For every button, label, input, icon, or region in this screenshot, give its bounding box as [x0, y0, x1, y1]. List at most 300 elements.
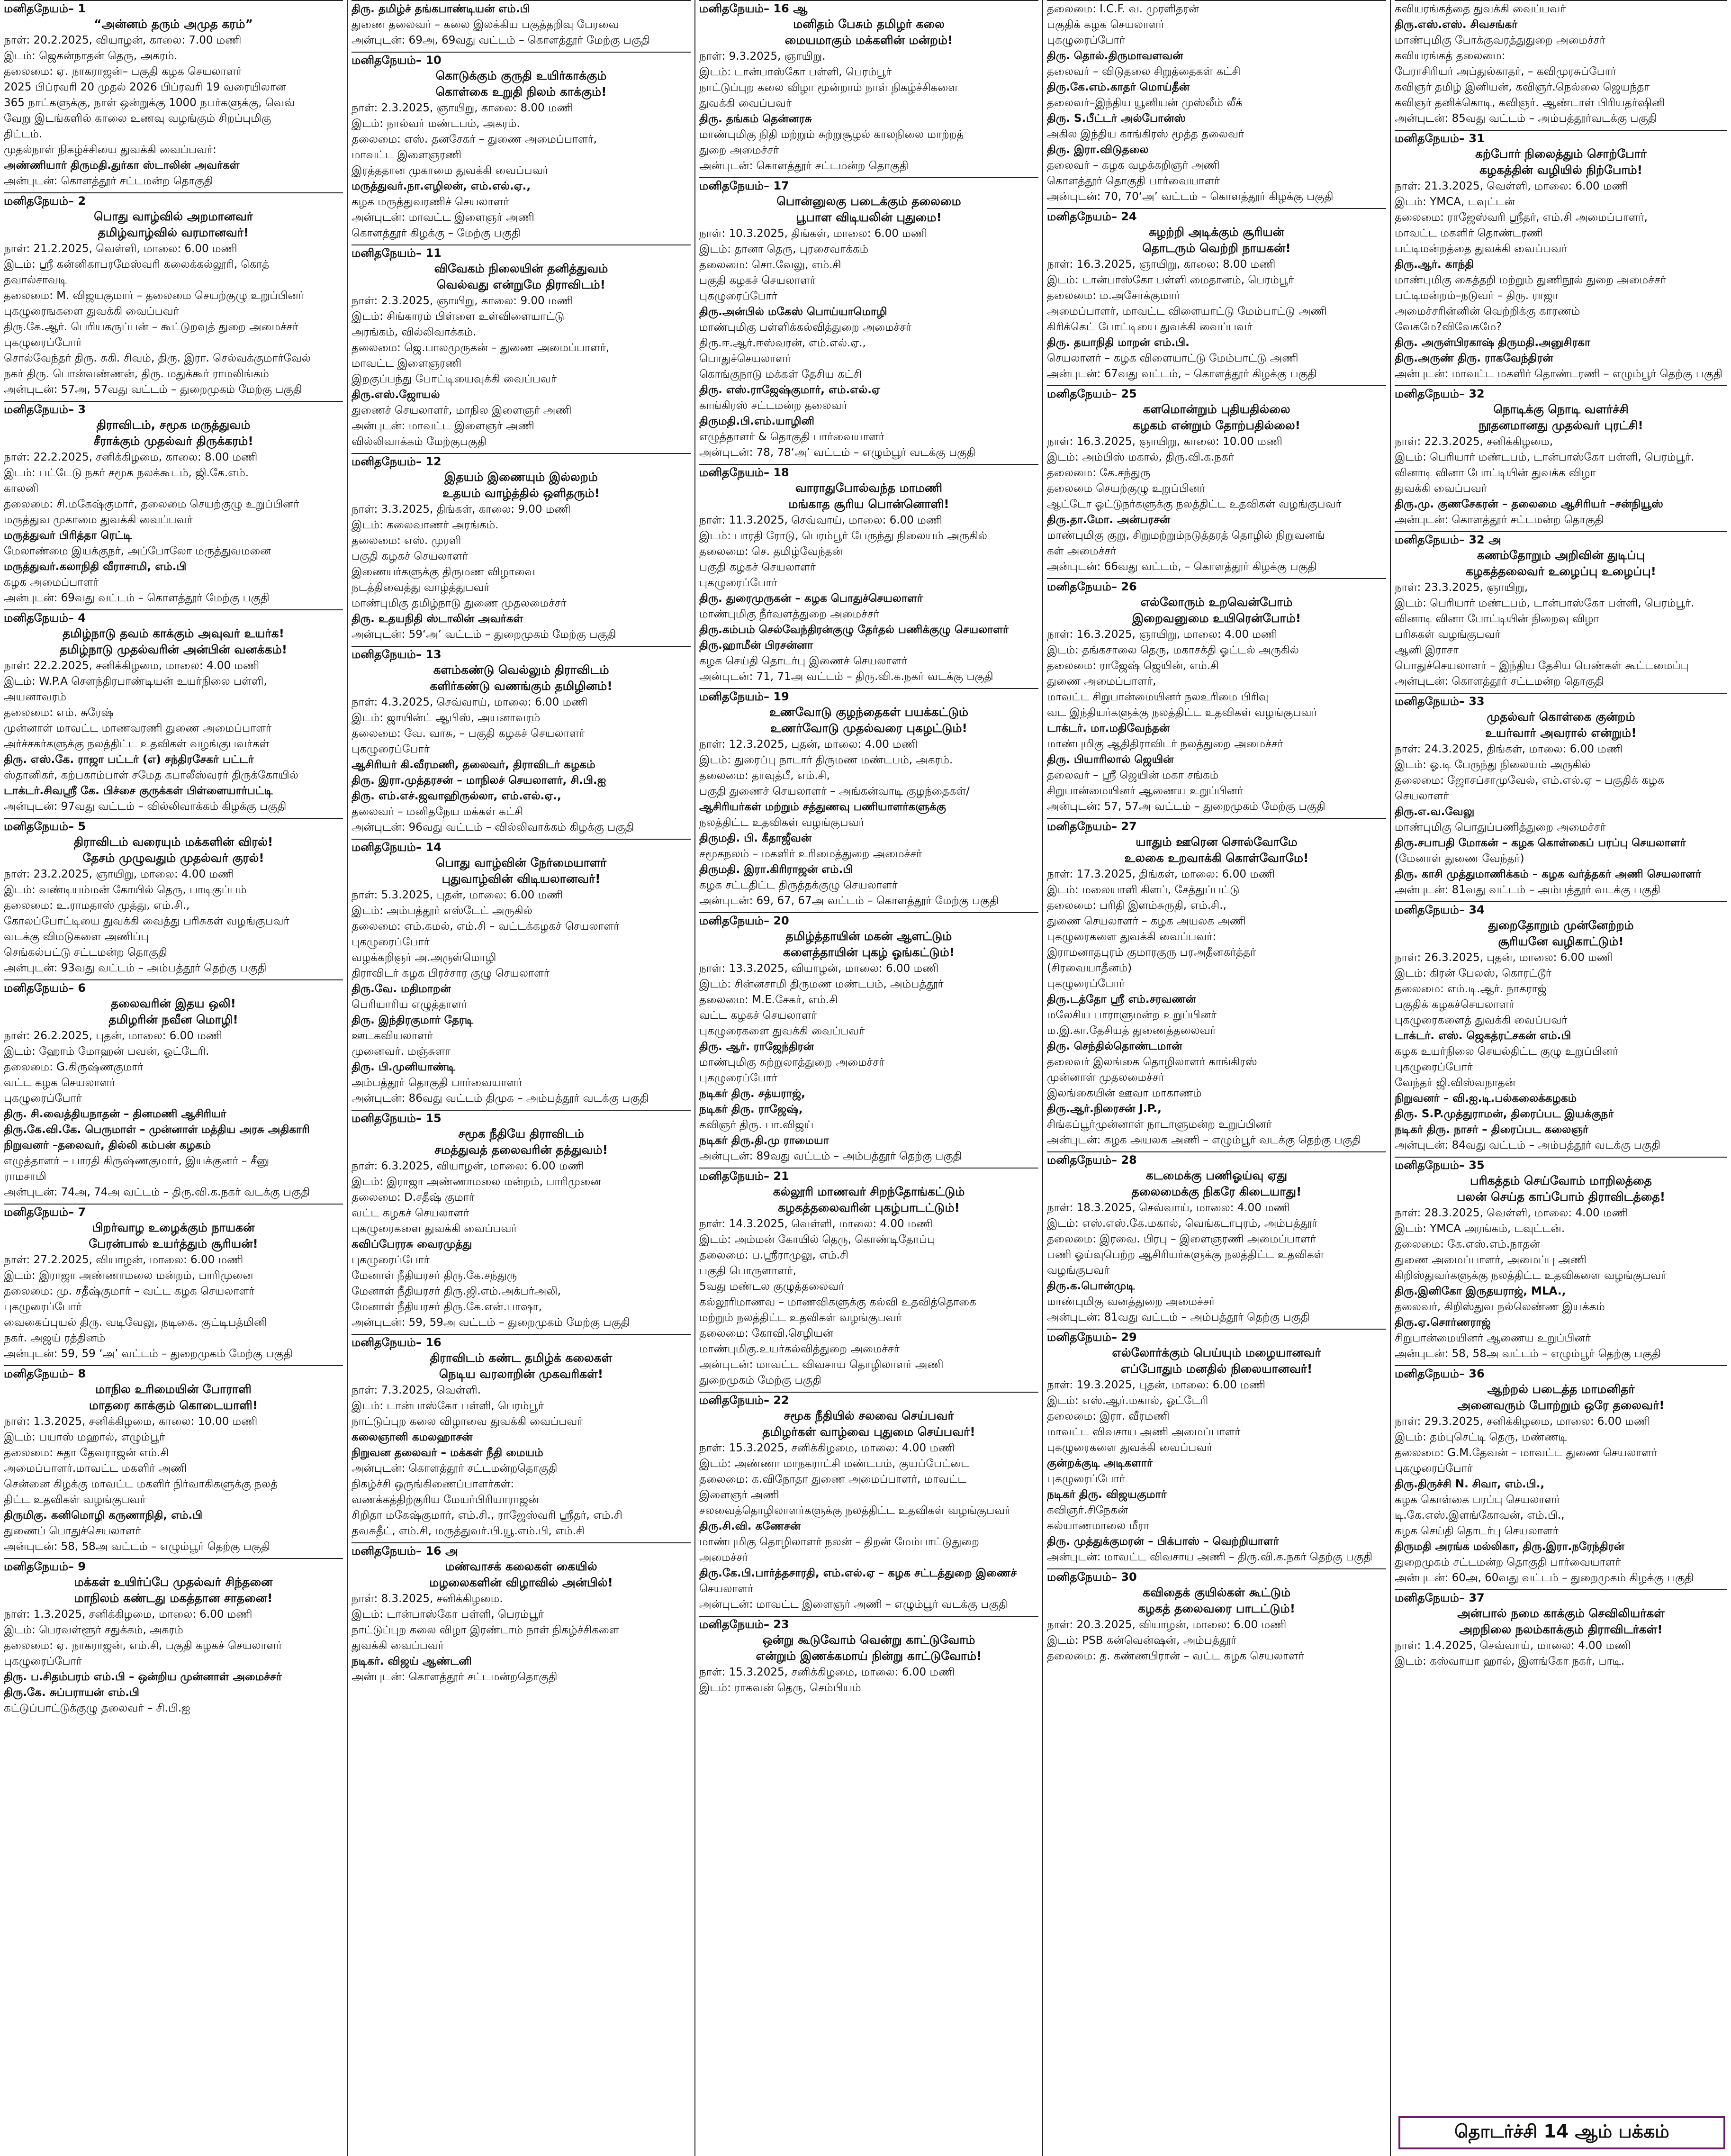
event-title: தலைவரின் இதய ஒலி! — [110, 996, 236, 1010]
event-title: பிறர்வாழ உழைக்கும் நாயகன் — [92, 1221, 255, 1234]
event-section — [352, 646, 691, 839]
event-line: அன்புடன்: 58, 58அ வட்டம் – எழும்பூர் தெற்கு பகுதி — [1395, 1348, 1661, 1360]
event-line: புகழுரைஙகளை துவக்கி வைப்பவர் — [4, 305, 179, 317]
event-header: மனிதநேயம்– 9 — [4, 1560, 86, 1573]
event-line: அன்புடன்: 70, 70‘அ’ வட்டம் – கொளத்தூர் கிழக்கு பகுதி — [1047, 190, 1334, 203]
event-section — [699, 912, 1038, 1168]
event-line: திரு. துரைமுருகன் – கழக பொதுச்செயலாளர் — [699, 592, 923, 605]
event-line: தலைவர் – விடுதலை சிறுத்தைகள் கட்சி — [1047, 65, 1241, 78]
event-line: புகழுரைப்போர் — [699, 1072, 777, 1084]
event-title: களைத்தாயின் புகழ் ஓங்கட்டும்! — [783, 945, 955, 959]
event-header: மனிதநேயம்– 1 — [4, 2, 86, 15]
event-title: தமிழ்நாடு முதல்வரின் அன்பின் வனக்கம்! — [59, 643, 288, 656]
event-line: சிறுபான்மையினர் ஆணைய உறுப்பினர் — [1395, 1332, 1591, 1344]
event-title: மழலைகளின் விழாவில் அன்பில்! — [429, 1576, 613, 1589]
event-line: துறைமுகம் சட்டமன்ற தொகுதி பார்வையாளர் — [1395, 1556, 1621, 1568]
event-line: கவியரங்கத்தை துவக்கி வைப்பவர் — [1395, 3, 1566, 15]
event-line: தலைமை: எம். சுரேஷ் — [4, 707, 114, 719]
event-line: தலைமை: எம்.கமல், எம்.சி – வட்டக்கழகச் செயலாளர் — [352, 920, 620, 933]
event-line: திரு.ஈ.ஆர்.ஈஸ்வரன், எம்.எல்.ஏ., — [699, 337, 866, 349]
event-line: இடம்: ஜாயின்ட் ஆபிஸ், அயனாவரம் — [352, 712, 541, 724]
event-line: ராமசாமி — [4, 1170, 46, 1183]
event-line: திரு.அன்பில் மகேஸ் பொய்யாமொழி — [699, 306, 887, 318]
event-line: இடம்: தானா தெரு, புரசைவாக்கம் — [699, 243, 869, 255]
event-header: மனிதநேயம்– 33 — [1395, 695, 1485, 708]
event-line: அமைச்சர் — [699, 1551, 748, 1564]
event-title: கொடுக்கும் குருதி உயிர்காக்கும் — [435, 69, 607, 82]
event-title: உயர்வார் அவரால் என்றும்! — [1485, 726, 1637, 740]
event-line: நாள்: 27.2.2025, வியாழன், மாலை: 6.00 மணி — [4, 1254, 243, 1266]
event-header: மனிதநேயம்– 32 — [1395, 387, 1485, 400]
event-line: திராவிடர் கழக பிரச்சார குழு செயலாளர் — [352, 967, 550, 979]
event-line: மாண்புமிகு தொழிலாளர் நலன் – திறன் மேம்பாட்டுதுறை — [699, 1536, 979, 1548]
event-line: புகழுரைகளை துவக்கி வைப்பவர்: — [1047, 931, 1217, 943]
event-title: நெடிய வரலாறின் முகவரிகள்! — [439, 1367, 604, 1381]
event-line: அன்புடன்: 89வது வட்டம் – அம்பத்தூர் தெற்கு பகுதி — [699, 1150, 962, 1162]
event-line: தலைமை: M. விஜயகுமார் – தலைமை செயற்குழு உறுப்பினர் — [4, 290, 304, 302]
event-line: இரத்ததான முகாமை துவக்கி வைப்பவர் — [352, 164, 549, 177]
event-line: திரு.எ.வ.வேலு — [1395, 806, 1475, 818]
event-line: நிறுவனர் –தலைவர், தில்லி கம்பன் கழகம் — [4, 1139, 211, 1151]
event-line: இடம்: அம்பத்தூர் எஸ்டேட் அருகில் — [352, 905, 532, 917]
event-line: புகழுரைப்போர் — [4, 336, 82, 349]
event-line: நாள்: 22.3.2025, சனிக்கிழமை, — [1395, 435, 1553, 448]
event-title: சமூக நீதியில் சலவை செய்பவர் — [784, 1409, 954, 1422]
event-line: தலைமை: ப.ஸ்ரீராமுலு, எம்.சி — [699, 1249, 849, 1261]
event-line: நாள்: 20.3.2025, வியாழன், மாலை: 6.00 மணி — [1047, 1619, 1287, 1631]
event-section — [1047, 578, 1386, 818]
event-line: சிறிதா மகேஷ்குமார், எம்.சி., ராஜேஸ்வரி ஸ்ரீதர், எம்.சி — [352, 1509, 622, 1522]
event-line: நாள்: 26.3.2025, புதன், மாலை: 6.00 மணி — [1395, 951, 1613, 964]
event-line: இடம்: டான்பாஸ்கோ பள்ளி மைதானம், பெரம்பூர் — [1047, 274, 1294, 286]
event-line: எழுத்தாளர் & தொகுதி பார்வையாளர் — [699, 431, 884, 443]
event-line: தலைவர் – கழக வழக்கறிஞர் அணி — [1047, 159, 1220, 172]
event-title: எல்லோர்க்கும் பெய்யும் மழையானவர் — [1112, 1346, 1321, 1359]
event-line: திரு. எஸ்.ராஜேஷ்குமார், எம்.எல்.ஏ — [699, 384, 880, 396]
event-line: மாண்புமிகு.உயர்கல்வித்துறை அமைச்சர் — [699, 1343, 900, 1355]
event-line: முனைவர். மஞ்சுளா — [352, 1045, 451, 1058]
event-line: புகழுரைகளைத் துவக்கி வைப்பவர் — [1395, 1014, 1568, 1026]
event-line: தலைமை: இரவை. பிரபு – இளைஞரணி அமைப்பாளர் — [1047, 1233, 1316, 1245]
event-line: கழக மருத்துவரணிச் செயலாளர் — [352, 196, 509, 208]
event-line: இடம்: PSB கன்வென்ஷன், அம்பத்தூர் — [1047, 1634, 1237, 1647]
event-section — [1047, 1151, 1386, 1329]
event-line: இடம்: பெரியார் மண்டபம், டான்பாஸ்கோ பள்ளி, பெரம்பூர். — [1395, 597, 1695, 609]
event-line: கிரிக்கெட் போட்டியை துவக்கி வைப்பவர் — [1047, 321, 1253, 333]
event-line: இடம்: இராஜா அண்ணாமலை மன்றம், பாரிமுனை — [352, 1176, 601, 1188]
event-line: வினாடி வினா போட்டியின் துவக்க விழா — [1395, 467, 1596, 479]
event-line: அமைப்பாளர்.மாவட்ட மகளிர் அணி — [4, 1462, 187, 1475]
event-header: மனிதநேயம்– 32 அ — [1395, 533, 1501, 546]
event-header: மனிதநேயம்– 26 — [1047, 580, 1137, 593]
event-line: திரு. தமிழ்ச் தங்கபாண்டியன் எம்.பி — [352, 3, 530, 15]
event-section — [1395, 1365, 1727, 1589]
event-line: இடம்: பட்டேடு நகர் சமூக நலக்கூடம், ஜி.கே.எம். — [4, 467, 249, 479]
event-line: தலைமை: சொ.வேலு, எம்.சி — [699, 259, 841, 271]
event-line: அன்புடன்: 60அ, 60வது வட்டம் – துறைமுகம் கிழக்கு பகுதி — [1395, 1572, 1694, 1584]
event-line: அன்புடன்: கழக அயலக அணி – எழும்பூர் வடக்கு தெற்கு பகுதி — [1047, 1134, 1361, 1146]
event-line: மேனாள் நீதியரசர் திரு.கே.சந்துரு — [352, 1269, 517, 1282]
event-title: “அன்னம் தரும் அமுத கரம்” — [94, 17, 253, 31]
event-line: தலைமை: ம.அசோக்குமார் — [1047, 290, 1181, 302]
event-section — [4, 979, 343, 1204]
event-line: அன்புடன்: கொளத்தூர் சட்டமன்ற தொகுதி — [699, 160, 909, 172]
event-title: துறைதோறும் முன்னேற்றம் — [1488, 918, 1634, 932]
event-line: அன்புடன்: கொளத்தூர் சட்டமன்ற தொகுதி — [1395, 675, 1604, 688]
event-line: நகர். அஜய் ரத்தினம் — [4, 1332, 106, 1344]
event-line: பகுதி கழகச் செயலாளர் — [699, 561, 816, 573]
event-line: திருமதி அரங்க மல்லிகா, திரு.இரா.நரேந்திரன் — [1395, 1540, 1624, 1553]
event-header: மனிதநேயம்– 14 — [352, 841, 442, 854]
event-line: கவிஞர் தனிக்கொடி, கவிஞர். ஆண்டாள் பிரியதர்ஷினி — [1395, 97, 1665, 109]
event-section — [1395, 1157, 1727, 1365]
event-line: புகழுரைப்போர் — [1047, 34, 1125, 46]
event-line: ஆசிரியர்கள் மற்றும் சத்துணவு பணியாளர்களுக்கு — [699, 801, 946, 813]
event-title: தமிழர்கள் வாழ்வை புதுமை செய்பவர்! — [762, 1425, 975, 1439]
event-line: நாள்: 20.2.2025, வியாழன், காலை: 7.00 மணி — [4, 34, 242, 46]
event-title: ஆற்றல் படைத்த மாமனிதர் — [1487, 1382, 1635, 1396]
event-line: இடம்: YMCA அரங்கம், டவுட்டன். — [1395, 1223, 1565, 1235]
event-line: சிறுபான்மையினர் ஆணைய உறுப்பினர் — [1047, 785, 1243, 797]
event-line: நடிகர் திரு. ராஜேஷ், — [699, 1103, 803, 1115]
continuation-box: தொடர்ச்சி 14 ஆம் பக்கம் — [1398, 2116, 1725, 2149]
event-line: நாட்டுப்புற கலை விழா இரண்டாம் நாள் நிகழ்ச்சிகளை — [352, 1624, 619, 1636]
event-line: மேனாள் நீதியரசர் திரு.ஜி.எம்.அக்பர்அலி, — [352, 1285, 561, 1297]
event-line: அன்புடன்: கொளத்தூர் சட்டமன்றதொகுதி — [352, 1671, 558, 1683]
event-line: புகழுரைப்போர் — [1047, 1473, 1125, 1485]
event-line: புகழுரைப்போர் — [4, 1655, 82, 1667]
event-line: அன்புடன்: மாவட்ட விவசாய அணி – திரு.வி.க.நகர் தெற்கு பகுதி — [1047, 1551, 1373, 1563]
event-title: சமத்துவத் தலைவரின் தத்துவம்! — [434, 1143, 608, 1157]
event-line: தலைவர்–இந்திய யூனியன் முஸ்லீம் லீக் — [1047, 97, 1243, 109]
event-header: மனிதநேயம்– 16 ஆ — [699, 2, 808, 15]
event-line: திருமதி. இரா.கிரிராஜன் எம்.பி — [699, 863, 853, 876]
event-line: வழக்கறிஞர் அ.அருள்மொழி — [352, 951, 496, 964]
event-line: நடிகர் திரு. நாசர் – திரைப்பட கலைஞர் — [1395, 1123, 1589, 1136]
event-line: திரு. பி.முனியாண்டி — [352, 1061, 455, 1073]
event-header: மனிதநேயம்– 4 — [4, 611, 86, 625]
event-line: மாண்புமிகு பொதுப்பணித்துறை அமைச்சர் — [1395, 821, 1606, 833]
event-line: பகுதி கழகச் செயலாளர் — [352, 550, 468, 562]
event-line: கள் அமைச்சர் — [1047, 545, 1117, 557]
event-line: திரு. உதயநிதி ஸ்டாலின் அவர்கள் — [352, 613, 523, 625]
event-title: உலகை உறவாக்கி கொள்வோமே! — [1124, 851, 1309, 865]
event-line: நாள்: 29.3.2025, சனிக்கிழமை, மாலை: 6.00 மணி — [1395, 1415, 1650, 1428]
event-title: கழகத் தலைவரை பாடட்டும்! — [1137, 1602, 1296, 1615]
event-line: தலைமை: D.சதீஷ் குமார் — [352, 1191, 475, 1204]
event-line: தலைமை: கே.சந்துரு — [1047, 467, 1151, 479]
event-line: துவக்கி வைப்பவர் — [699, 97, 792, 109]
event-title: வாராதுபோல்வந்த மாமணி — [795, 481, 943, 495]
event-title: கல்லூரி மாணவர் சிறந்தோங்கட்டும் — [773, 1185, 965, 1198]
event-line: அன்புடன்: 69அ, 69வது வட்டம் – கொளத்தூர் மேற்கு பகுதி — [352, 34, 650, 46]
event-line: திரு. S.பீட்டர் அல்போன்ஸ் — [1047, 112, 1186, 125]
event-line: அம்பத்தூர் தொகுதி பார்வையாளர் — [352, 1077, 523, 1089]
event-title: உதயம் வாழ்த்தில் ஒளிதரும்! — [442, 486, 600, 500]
event-line: இடம்: எஸ்.எஸ்.கே.மகால், வெங்கடாபுரம், அம்பத்தூர் — [1047, 1217, 1318, 1230]
event-title: களமொன்றும் புதியதில்லை — [1143, 402, 1290, 416]
event-header: மனிதநேயம்– 20 — [699, 914, 789, 927]
event-line: தலைமை: க.விநோதா துணை அமைப்பாளர், மாவட்ட — [699, 1473, 966, 1486]
event-line: தலைமை: ஏ. நாகராஜன்– பகுதி கழக செயலாளர் — [4, 65, 242, 78]
event-line: அன்புடன்: 67வது வட்டம், – கொளத்தூர் கிழக்கு பகுதி — [1047, 368, 1317, 380]
event-line: இடம்: துரைப்பு நாடார் திருமண மண்டபம், அகரம். — [699, 754, 953, 766]
event-line: தலைவர், கிறிஸ்துவ நல்லெண்ண இயக்கம் — [1395, 1301, 1605, 1313]
event-section — [1395, 0, 1727, 130]
event-line: இடம்: கஸ்வாயா ஹால், இளங்கோ நகர், பாடி. — [1395, 1655, 1625, 1667]
event-line: திரு.கம்பம் செல்வேந்திரன்குழு தேர்தல் பணிக்குழு செயலாளர் — [699, 624, 1009, 636]
event-line: திரு.எஸ்.ஜோயல் — [352, 389, 440, 401]
event-line: முதல்நாள் நிகழ்ச்சியை துவக்கி வைப்பவர்: — [4, 144, 216, 156]
event-line: கழக அமைப்பாளர் — [4, 576, 99, 589]
event-line: திரு.தா.மோ. அன்பரசன் — [1047, 514, 1171, 526]
event-line: இடம்: கிரன் பேலஸ், கொரட்டூர் — [1395, 967, 1551, 979]
event-line: தலைவர் இலங்கை தொழிலாளர் காங்கிரஸ் — [1047, 1056, 1257, 1068]
event-title: நொடிக்கு நொடி வளர்ச்சி — [1493, 402, 1629, 416]
event-title: அனைவரும் போற்றும் ஒரே தலைவர்! — [1457, 1398, 1665, 1412]
event-header: மனிதநேயம்– 16 அ — [352, 1544, 458, 1558]
event-header: மனிதநேயம்– 17 — [699, 179, 789, 192]
event-line: கல்யாணமாலை மீரா — [1047, 1520, 1149, 1532]
event-line: திரு.கே.எம்.காதர் மொய்தீன் — [1047, 81, 1190, 93]
event-line: அன்புடன்: 86வது வட்டம் திமுக – அம்பத்தூர் வடக்கு பகுதி — [352, 1092, 649, 1105]
event-line: திரு. இரா.விடுதலை — [1047, 144, 1149, 156]
event-line: வழங்குபவர் — [1047, 1264, 1110, 1277]
event-line: நாள்: 3.3.2025, திங்கள், காலை: 9.00 மணி — [352, 503, 571, 516]
event-line: திரு. எம்.எச்.ஜவாஹிருல்லா, எம்.எல்.ஏ., — [352, 790, 561, 802]
event-title: திராவிடம் கண்ட தமிழ்க் கலைகள் — [430, 1351, 613, 1365]
event-line: அன்புடன்: மாவட்ட இளைஞர் அணி — [352, 211, 534, 224]
event-line: தலைவர் – மனிதநேய மக்கள் கட்சி — [352, 806, 523, 818]
event-line: மாண்புமிகு நீர்வளத்துறை அமைச்சர் — [699, 608, 879, 620]
event-line: தவால்சாவடி — [4, 274, 67, 286]
event-header: மனிதநேயம்– 37 — [1395, 1591, 1485, 1604]
event-header: மனிதநேயம்– 10 — [352, 54, 442, 67]
event-title: உணவோடு குழந்தைகள் பயக்கட்டும் — [769, 705, 969, 719]
event-line: நடிகர் திரு. விஜயகுமார் — [1047, 1488, 1167, 1501]
event-line: திரு. செந்தில்தொண்டமான் — [1047, 1040, 1182, 1052]
event-line: ஸ்தானிகர், கற்பகாம்பாள் சமேத கபாலீஸ்வரர் திருக்கோயில் — [4, 769, 298, 781]
event-line: திரு. தங்கம் தென்னரசு — [699, 113, 812, 125]
event-line: அமைச்சரின்னின் வெற்றிக்கு காரணம் — [1395, 305, 1580, 317]
event-line: பகுதி பொருளாளர், — [699, 1265, 796, 1277]
event-title: சீராக்கும் முதல்வர் திருக்கரம்! — [93, 434, 253, 448]
event-line: திரு. இந்திரகுமார் தேரடி — [352, 1014, 474, 1026]
event-line: சிங்கப்பூர்முன்னாள் நாடாளுமன்ற உறுப்பினர் — [1047, 1118, 1272, 1131]
event-line: மாண்புமிகு குறு, சிறுமற்றும்நடுத்தரத் தொழில் நிறுவனங் — [1047, 529, 1325, 542]
event-line: தலைமை: ஜோசப்சாமுவேல், எம்.எல்.ஏ – பகுதிக் கழக — [1395, 774, 1665, 787]
event-line: பட்டிமன்றத்தை துவக்கி வைப்பவர் — [1395, 243, 1568, 255]
event-line: இடம்: எஸ்.ஆர்.மகால், ஓட்டேரி — [1047, 1395, 1208, 1407]
event-line: இலங்கையின் ஊவா மாகாணம் — [1047, 1087, 1202, 1099]
event-title: இதயம் இணையும் இல்லறம் — [444, 470, 598, 484]
event-line: கவிஞர் திரு. பா.விஜய் — [699, 1119, 814, 1131]
event-line: கொளத்தூர் கிழக்கு – மேற்கு பகுதி — [352, 227, 521, 239]
event-line: இடம்: இராஜா அண்ணாமலை மன்றம், பாரிமுனை — [4, 1269, 253, 1282]
event-header: மனிதநேயம்– 28 — [1047, 1153, 1137, 1167]
event-line: நாள்: 1.3.2025, சனிக்கிழமை, காலை: 10.00 மணி — [4, 1415, 258, 1428]
event-line: புகழுரைப்போர் — [699, 577, 777, 589]
event-line: திரு.கே.பி.பார்த்தசாரதி, எம்.எல்.ஏ – கழக சட்டத்துறை இணைச் — [699, 1567, 1017, 1579]
event-line: வடக்கு விமடுகளை அணிப்பு — [4, 931, 149, 943]
event-line: பரிசுகள் வழங்குபவர் — [1395, 628, 1501, 641]
event-title: ஒன்று கூடுவோம் வென்று காட்டுவோம் — [762, 1633, 975, 1647]
event-header: மனிதநேயம்– 34 — [1395, 903, 1485, 916]
event-section — [1047, 0, 1386, 208]
event-section — [1395, 531, 1727, 693]
event-line: இளைஞர் அணி — [699, 1489, 779, 1501]
event-line: நாள்: 16.3.2025, ஞாயிறு, காலை: 10.00 மணி — [1047, 435, 1282, 448]
event-line: கட்டுப்பாட்டுக்குழு தலைவர் – சி.பி.ஐ — [4, 1702, 190, 1714]
event-line: தலைமை: இரா. வீரமணி — [1047, 1410, 1170, 1422]
event-line: கழக செய்தி தொடர்பு செயலாளர் — [1395, 1525, 1559, 1537]
event-line: வேகமே?விவேகமே? — [1395, 321, 1502, 333]
event-line: நாட்டுப்புற கலை விழா மூன்றாம் நாள் நிகழ்ச்சிகளை — [699, 82, 958, 94]
event-line: திரு. எஸ்.கே. ராஜா பட்டர் (எ) சந்திரசேகர் பட்டர் — [4, 753, 254, 766]
event-line: துணை அமைப்பாளர், — [1047, 675, 1156, 688]
event-line: பட்டிமன்றம்–நடுவர் – திரு. ராஜா — [1395, 290, 1559, 302]
event-title: களம்கண்டு வெல்லும் திராவிடம் — [433, 663, 609, 677]
event-header: மனிதநேயம்– 27 — [1047, 820, 1137, 833]
event-section — [4, 1365, 343, 1558]
event-section — [699, 464, 1038, 688]
event-section — [699, 688, 1038, 912]
event-line: திரு.ஏ.சொர்ணராஜ் — [1395, 1316, 1491, 1329]
event-line: டாக்டர். எஸ். ஜெகத்ரட்சகன் எம்.பி — [1395, 1030, 1571, 1042]
event-title: பேரன்பால் உயர்த்தும் சூரியன்! — [89, 1237, 258, 1250]
event-line: அரங்கம், வில்லிவாக்கம். — [352, 326, 477, 338]
event-title: கொள்கை உறுதி நிலம் காக்கும்! — [435, 85, 607, 99]
event-line: நாள்: 14.3.2025, வெள்ளி, மாலை: 4.00 மணி — [699, 1218, 933, 1230]
event-title: எப்போதும் மனதில் நிலையானவர்! — [1120, 1362, 1313, 1376]
event-line: கிறிஸ்துவர்களுக்கு நலத்திட்ட உதவிகளை வழங்குபவர் — [1395, 1269, 1667, 1282]
event-line: நாள்: 2.3.2025, ஞாயிறு, காலை: 9.00 மணி — [352, 295, 573, 307]
event-line: பகுதி கழகச் செயலாளர் — [699, 274, 816, 287]
event-line: தவசுதீட், எம்.சி, மருத்துவர்.பி.யூ.எம்.பி, எம்.சி — [352, 1525, 585, 1537]
column-3 — [695, 0, 1043, 2156]
event-line: இராமனாதபுரம் குமாரகுரு பரஅதீனகர்த்தர் — [1047, 946, 1256, 959]
event-line: இடம்: YMCA, டவுட்டன் — [1395, 196, 1515, 208]
event-line: நாள்: 9.3.2025, ஞாயிறு. — [699, 50, 826, 63]
column-4 — [1043, 0, 1391, 2156]
event-title: பொன்னுலகு படைக்கும் தலைமை — [776, 194, 961, 208]
event-title: கவிதைக் குயில்கள் கூட்டும் — [1142, 1585, 1291, 1599]
event-line: அன்புடன்: மாவட்ட இளைஞர் அணி — [352, 420, 534, 432]
event-title: என்றும் இணக்கமாய் நின்று காட்டுவோம்! — [756, 1649, 982, 1663]
event-line: மற்றும் நலத்திட்ட உதவிகள் வழங்குபவர் — [699, 1312, 902, 1324]
event-line: கவிஞர்.சிநேகன் — [1047, 1504, 1128, 1516]
event-line: தலைமை: எஸ். முரளி — [352, 534, 461, 547]
event-line: அன்புடன்: 71, 71அ வட்டம் – திரு.வி.க.நகர் வடக்கு பகுதி — [699, 670, 993, 683]
event-header: மனிதநேயம்– 8 — [4, 1367, 86, 1380]
event-line: புகழுரைகளை துவக்கி வைப்பவர் — [699, 1025, 865, 1037]
event-line: தலைமை: சுதா தேவராஜன் எம்.சி — [4, 1447, 169, 1459]
event-line: புகழுரைப்போர் — [1395, 1462, 1473, 1475]
event-section — [1047, 818, 1386, 1151]
event-line: ஊடகவியலாளர் — [352, 1030, 433, 1042]
event-line: மேலாண்மை இயக்குநர், அப்போலோ மருத்துவமனை — [4, 545, 271, 557]
event-line: இடம்: அம்பிஸ் மகால், திரு.வி.க.நகர் — [1047, 451, 1234, 463]
event-line: இறகுப்பந்து போட்டியைவுக்கி வைப்பவர் — [352, 373, 557, 385]
event-section — [699, 1392, 1038, 1616]
event-header: மனிதநேயம்– 24 — [1047, 210, 1137, 223]
event-line: தலைமை: கே.எஸ்.எம்.நாதன் — [1395, 1238, 1541, 1250]
event-line: திரு.அருண் திரு. ராகவேந்திரன் — [1395, 352, 1553, 364]
event-line: டாக்டர்.சிவஸ்ரீ கே. பிச்சை குருக்கள் பிள்ளையார்பட்டி — [4, 785, 273, 797]
event-title: கணம்தோறும் அறிவின் துடிப்பு — [1477, 548, 1645, 562]
event-section — [1395, 1589, 1727, 1673]
event-line: கழக உயர்நிலை செயல்திட்ட குழு உறுப்பினர் — [1395, 1045, 1618, 1058]
event-line: நாள்: 16.3.2025, ஞாயிறு, மாலை: 4.00 மணி — [1047, 628, 1278, 641]
event-line: அன்புடன்: 59‘அ’ வட்டம் – துறைமுகம் மேற்கு பகுதி — [352, 628, 616, 641]
event-section — [1395, 130, 1727, 385]
event-section — [699, 1168, 1038, 1392]
event-line: நாள்: 8.3.2025, சனிக்கிழமை. — [352, 1593, 503, 1605]
event-title: இறைவனுமை உயிரென்போம்! — [1132, 611, 1301, 625]
event-line: திரு.சி.வி. கணேசன் — [699, 1520, 801, 1532]
event-line: தலைமை: சி.மகேஷ்குமார், தலைமை செயற்குழு உறுப்பினர் — [4, 498, 299, 510]
event-line: மாவட்ட விவசாய அணி அமைப்பாளர் — [1047, 1426, 1241, 1438]
event-line: சமூகநலம் – மகளிர் உரிமைத்துறை அமைச்சர் — [699, 848, 922, 860]
event-line: இடம்: சிங்காரம் பிள்ளை உள்விளையாட்டு — [352, 310, 565, 323]
event-title: பொது வாழ்வில் அறமானவர் — [94, 209, 253, 223]
event-line: தலைமை: வே. வாசு, – பகுதி கழகச் செயலாளர் — [352, 727, 585, 740]
event-line: புகழுரைப்போர் — [4, 1301, 82, 1313]
event-line: எழுத்தாளர் – பாரதி கிருஷ்ணகுமார், இயக்குனர் – சீனு — [4, 1155, 270, 1167]
event-title: தலைமைக்கு நிகரே கிடையாது! — [1131, 1185, 1302, 1198]
event-line: நாள்: 4.3.2025, செவ்வாய், மாலை: 6.00 மணி — [352, 696, 588, 708]
event-section — [4, 609, 343, 818]
event-title: வெல்வது என்றுமே திராவிடம்! — [437, 278, 605, 291]
event-line: இடம்: வண்டியம்மன் கோயில் தெரு, பாடிகுப்பம் — [4, 884, 247, 896]
event-line: வணக்கத்திற்குரிய மேயர்பிரியாராஜன் — [352, 1494, 539, 1506]
event-title: தேசம் முழுவதும் முதல்வர் குரல்! — [82, 851, 264, 865]
event-line: தலைமை: எம்.டி.ஆர். நாகராஜ் — [1395, 983, 1547, 995]
event-line: துணைச் செயலாளர், மாநில இளைஞர் அணி — [352, 404, 572, 417]
event-line: இடம்: பெரியார் மண்டபம், டான்பாஸ்கோ பள்ளி, பெரம்பூர். — [1395, 451, 1695, 463]
event-line: தலைமை: G.M.தேவன் – மாவட்ட துணை செயலாளர் — [1395, 1447, 1658, 1459]
event-header: மனிதநேயம்– 15 — [352, 1112, 442, 1125]
event-title: களிர்கண்டு வணங்கும் தமிழினம்! — [430, 679, 613, 693]
event-header: மனிதநேயம்– 16 — [352, 1336, 442, 1349]
event-line: புகழுரைப்போர் — [4, 1092, 82, 1105]
event-title: மக்கள் உயிர்ப்பே முதல்வர் சிந்தனை — [74, 1575, 273, 1589]
event-line: மருத்துவ முகாமை துவக்கி வைப்பவர் — [4, 514, 193, 526]
event-line: செயலாளர் – கழக விளையாட்டு மேம்பாட்டு அணி — [1047, 352, 1298, 364]
event-line: வட இந்தியர்களுக்கு நலத்திட்ட உதவிகள் வழங்குபவர் — [1047, 707, 1317, 719]
event-line: திரு.வே. மதிமாறன் — [352, 983, 451, 995]
event-line: நிறுவனர் – வி.ஐ.டி.பல்கலைக்கழகம் — [1395, 1092, 1577, 1105]
event-line: பணி ஓய்வுபெற்ற ஆசிரியர்களுக்கு நலத்திட்ட உதவிகள் — [1047, 1249, 1324, 1261]
event-line: கவிப்பேரரசு வைரமுத்து — [352, 1238, 472, 1250]
event-section — [4, 401, 343, 609]
event-line: வினாடி வினா போட்டியின் நிறைவு விழா — [1395, 613, 1599, 625]
event-header: மனிதநேயம்– 3 — [4, 403, 86, 416]
event-line: புகழுரைப்போர் — [352, 936, 430, 948]
event-line: அன்புடன்: 69வது வட்டம் – கொளத்தூர் மேற்கு பகுதி — [4, 592, 270, 604]
event-section — [4, 192, 343, 401]
event-line: நாள்: 5.3.2025, புதன், மாலை: 6.00 மணி — [352, 889, 563, 901]
event-line: இடம்: பாரதி ரோடு, பெரம்பூர் பேருந்து நிலையம் அருகில் — [699, 530, 988, 542]
event-line: இடம்: டான்பாஸ்கோ பள்ளி, பெரம்பூர் — [699, 66, 892, 78]
event-section — [352, 0, 691, 52]
event-header: மனிதநேயம்– 21 — [699, 1169, 789, 1183]
event-title: நூதனமானது முதல்வர் புரட்சி! — [1479, 418, 1643, 432]
event-line: ம.இ.கா.தேசியத் துணைத்தலைவர் — [1047, 1024, 1216, 1037]
event-line: திரு.க.பொன்முடி — [1047, 1280, 1135, 1292]
event-line: தலைமை: எஸ். தனசேகர் – துணை அமைப்பாளர், — [352, 133, 597, 145]
event-section — [1047, 385, 1386, 578]
